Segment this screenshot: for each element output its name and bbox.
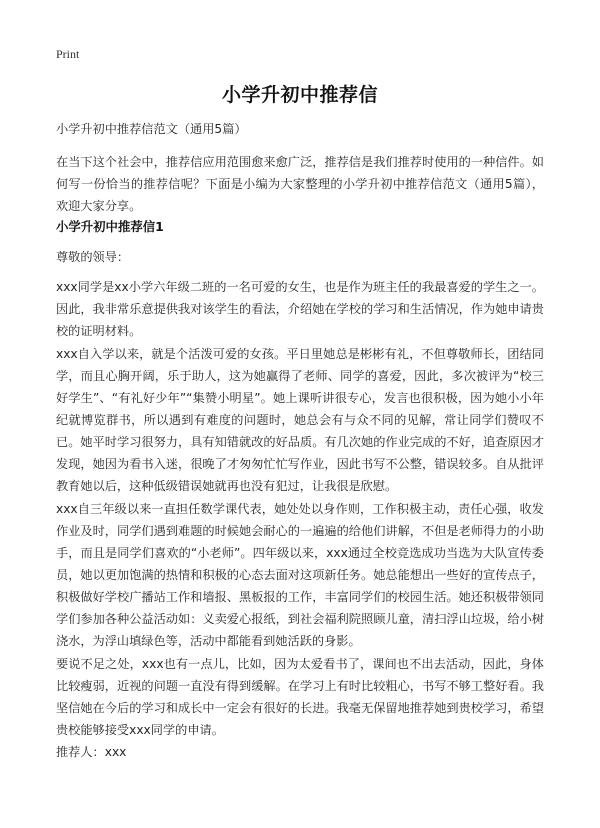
body-paragraph: xxx自入学以来，就是个活泼可爱的女孩。平日里她总是彬彬有礼，不但尊敬师长，团结同学，而且心胸开阔，乐于助人，这为她赢得了老师、同学的喜爱，因此，多次被评为“校三好学生”、“有礼好少年”“集赞小明星”。她上课听讲很专心，发言也很积极，因为她小小年纪就博览群书，所以遇到有难度的问题时，她总会有与众不同的见解，常让同学们赞叹不已。她平时学习很努力，具有知错就改的好品质。有几次她的作业完成的不好，追查原因才发现，她因为看书入迷，很晚了才匆匆忙忙写作业，因此书写不公整，错误较多。自从批评教育她以后，这种低级错误她就再也没有犯过，让我很是欣慰。 xyxy=(56,347,544,493)
document-subtitle: 小学升初中推荐信范文（通用5篇） xyxy=(56,122,247,136)
page-title: 小学升初中推荐信 xyxy=(221,84,378,106)
salutation: 尊敬的领导： xyxy=(56,250,130,264)
body-paragraph: xxx同学是xx小学六年级二班的一名可爱的女生，也是作为班主任的我最喜爱的学生之一。因此，我非常乐意提供我对该学生的看法，介绍她在学校的学习和生活情况，作为她申请贵校的证明材料。 xyxy=(56,280,544,338)
body-paragraph: xxx自三年级以来一直担任数学课代表，她处处以身作则，工作积极主动，责任心强，收发作业及时，同学们遇到难题的时候她会耐心的一遍遍的给他们讲解，不但是老师得力的小助手，而且是同学们喜欢的“小老师”。四年级以来，xxx通过全校竞选成功当选为大队宣传委员，她以更加饱满的热情和积极的心态去面对这项新任务。她总能想出一些好的宣传点子，积极做好学校广播站工作和墙报、黑板报的工作，丰富同学们的校园生活。她还积极带领同学们参加各种公益活动如：义卖爱心报纸，到社会福利院照顾儿童，清扫浮山垃圾，给小树浇水，为浮山填绿色等，活动中都能看到她活跃的身影。 xyxy=(56,502,544,648)
intro-paragraph: 在当下这个社会中，推荐信应用范围愈来愈广泛，推荐信是我们推荐时使用的一种信件。如何写一份恰当的推荐信呢？下面是小编为大家整理的小学升初中推荐信范文（通用5篇），欢迎大家分享。 xyxy=(56,155,544,213)
signature: 推荐人：xxx xyxy=(56,745,127,759)
print-link[interactable]: Print xyxy=(56,47,80,61)
section-heading: 小学升初中推荐信1 xyxy=(56,219,164,234)
body-paragraph: 要说不足之处，xxx也有一点儿，比如，因为太爱看书了，课间也不出去活动，因此，身体比较瘦弱，近视的问题一直没有得到缓解。在学习上有时比较粗心，书写不够工整好看。我坚信她在今后的学习和成长中一定会有很好的长进。我毫无保留地推荐她到贵校学习，希望贵校能够接受xxx同学的申请。 xyxy=(56,657,544,737)
